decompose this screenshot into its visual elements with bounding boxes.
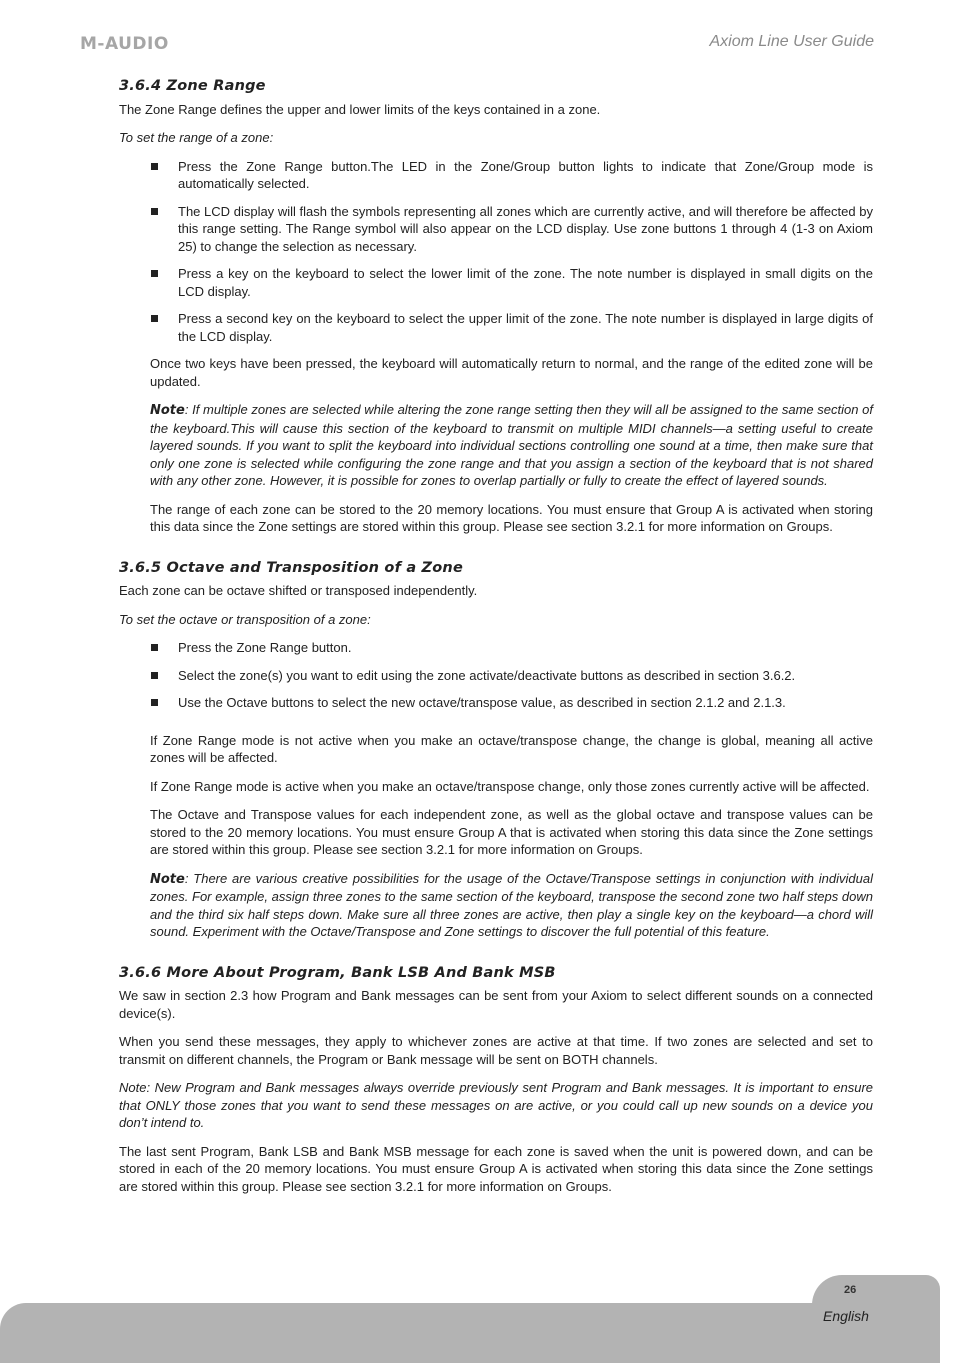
- paragraph: The last sent Program, Bank LSB and Bank MSB message for each zone is saved when the unit is powered down, and can be stored in each of the 20 memory locations. You must ensure Group A is activated when storing this data since the Zone settings are stored within this group. Please see section 3.2.1 for more information on Groups.: [119, 1143, 873, 1194]
- square-bullet-icon: [151, 208, 158, 215]
- paragraph: We saw in section 2.3 how Program and Bank messages can be sent from your Axiom to select different sounds on a connected device(s).: [119, 988, 873, 1021]
- section-heading-program-bank: 3.6.6 More About Program, Bank LSB And Bank MSB: [119, 964, 556, 981]
- list-item: [150, 265, 873, 300]
- note-paragraph: [150, 401, 873, 490]
- list-item: [150, 310, 873, 345]
- section-heading-octave-transposition: 3.6.5 Octave and Transposition of a Zone: [119, 559, 463, 576]
- page-content: [119, 78, 873, 1206]
- note-paragraph: Note: New Program and Bank messages always override previously sent Program and Bank messages. It is important to ensure that ONLY those zones that you want to send these messages on are active, or you could call up new sounds on a device you don’t intend to.: [119, 1080, 873, 1130]
- paragraph: Once two keys have been pressed, the keyboard will automatically return to normal, and the range of the edited zone will be updated.: [150, 356, 873, 389]
- list-item: [150, 203, 873, 256]
- list-item: [150, 667, 873, 685]
- note-text: : There are various creative possibilities for the usage of the Octave/Transpose settings in conjunction with individual zones. For example, assign three zones to the same section of the keyboard, transpose the second zone two half steps down and the third six half steps down. Make sure all three zones are active, then play a single key on the keyboard—a chord will sound. Experiment with the Octave/Transpose and Zone settings to discover the full potential of this feature.: [150, 870, 873, 939]
- bullet-list: [119, 158, 873, 346]
- section-intro: The Zone Range defines the upper and lower limits of the keys contained in a zone.: [119, 101, 601, 117]
- language-label: English: [823, 1308, 869, 1324]
- guide-title: Axiom Line User Guide: [709, 33, 874, 50]
- paragraph: If Zone Range mode is active when you make an octave/transpose change, only those zones currently active will be affected.: [150, 778, 870, 794]
- section-heading-zone-range: 3.6.4 Zone Range: [119, 78, 266, 94]
- paragraph: When you send these messages, they apply to whichever zones are active at that time. If two zones are selected and set to transmit on different channels, the Program or Bank message will be sent on BOTH channels.: [119, 1034, 873, 1067]
- paragraph: The Octave and Transpose values for each independent zone, as well as the global octave and transpose values can be stored to the 20 memory locations. You must ensure Group A that is activated when storing this data since the Zone settings are stored within this group. Please see section 3.2.1 for more information on Groups.: [150, 807, 873, 857]
- bullet-list: [119, 639, 873, 712]
- footer-bar: [0, 1303, 940, 1363]
- note-label: Note: [150, 403, 185, 418]
- page-number: 26: [844, 1284, 857, 1296]
- square-bullet-icon: [151, 644, 158, 651]
- list-item: [150, 158, 873, 193]
- square-bullet-icon: [151, 672, 158, 679]
- instruction-lead: To set the octave or transposition of a zone:: [119, 611, 371, 627]
- paragraph: If Zone Range mode is not active when you make an octave/transpose change, the change is global, meaning all active zones will be affected.: [150, 732, 873, 765]
- list-item-text: Use the Octave buttons to select the new octave/transpose value, as described in section 2.1.2 and 2.1.3.: [178, 695, 786, 710]
- list-item-text: Select the zone(s) you want to edit using the zone activate/deactivate buttons as described in section 3.6.2.: [178, 667, 796, 683]
- section-intro: Each zone can be octave shifted or transposed independently.: [119, 583, 478, 598]
- note-paragraph: [150, 870, 873, 941]
- square-bullet-icon: [151, 270, 158, 277]
- square-bullet-icon: [151, 315, 158, 322]
- list-item-text: Press a second key on the keyboard to select the upper limit of the zone. The note number is displayed in large digits of the LCD display.: [178, 311, 873, 344]
- square-bullet-icon: [151, 699, 158, 706]
- note-text: : If multiple zones are selected while altering the zone range setting then they will all be assigned to the same section of the keyboard.This will cause this section of the keyboard to transmit on multiple MIDI channels—a setting useful to create layered sounds. If you want to split the keyboard into individual sections controlling one sound at a time, then make sure that only one zone is selected while configuring the zone range and that you assign a section of the keyboard that is not shared with any other zone. However, it is possible for zones to overlap partially or fully to create the effect of layered sounds.: [150, 402, 873, 488]
- list-item-text: The LCD display will flash the symbols representing all zones which are currently active, and will therefore be affected by this range setting. The Range symbol will also appear on the LCD display. Use zone buttons 1 through 4 (1-3 on Axiom 25) to change the selection as necessary.: [178, 203, 873, 254]
- list-item-text: Press the Zone Range button.: [178, 640, 352, 655]
- brand-logo: M-AUDIO: [80, 34, 169, 54]
- square-bullet-icon: [151, 163, 158, 170]
- paragraph: The range of each zone can be stored to the 20 memory locations. You must ensure that Group A is activated when storing this data since the Zone settings are stored within this group. Please see section 3.2.1 for more information on Groups.: [150, 501, 873, 534]
- list-item-text: Press a key on the keyboard to select the lower limit of the zone. The note number is displayed in small digits on the LCD display.: [178, 266, 873, 299]
- list-item-text: Press the Zone Range button.The LED in the Zone/Group button lights to indicate that Zone/Group mode is automatically selected.: [178, 158, 873, 191]
- note-label: Note: [150, 871, 185, 887]
- list-item: [150, 694, 873, 712]
- footer-tab: [812, 1275, 940, 1335]
- list-item: [150, 639, 873, 657]
- instruction-lead: To set the range of a zone:: [119, 130, 274, 145]
